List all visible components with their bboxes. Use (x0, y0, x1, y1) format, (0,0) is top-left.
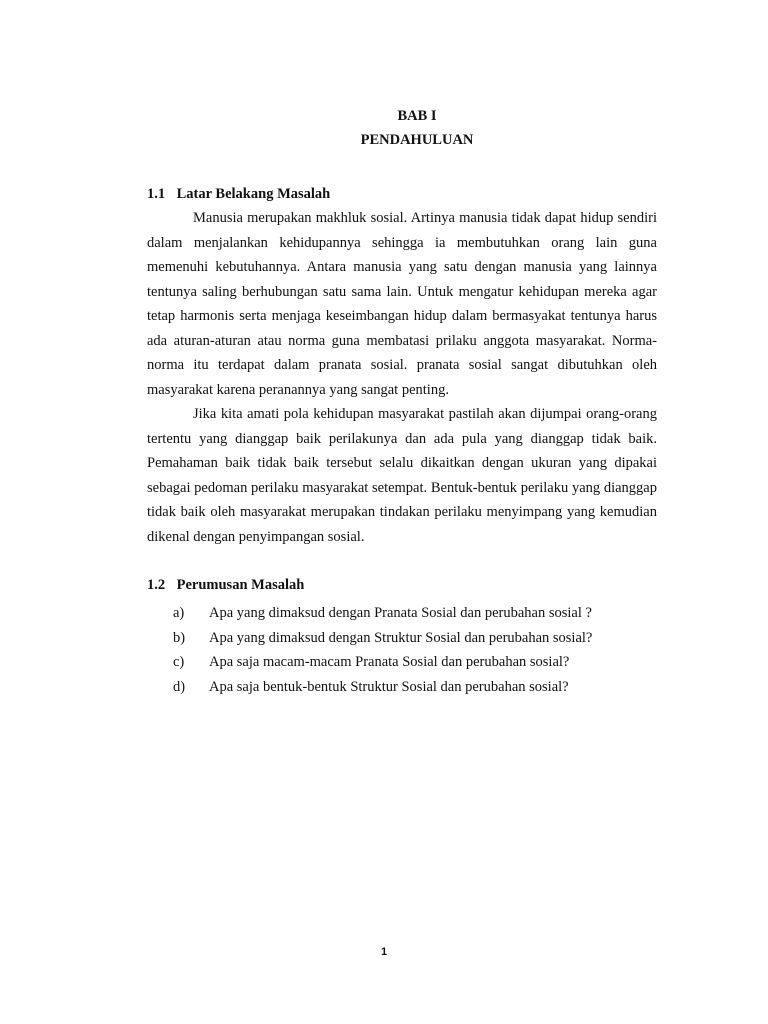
problem-list (147, 601, 657, 699)
list-marker: c) (173, 654, 185, 670)
section-number: 1.2 (147, 577, 166, 593)
paragraph: Jika kita amati pola kehidupan masyarakat pastilah akan dijumpai orang-orang tertentu yang dianggap baik perilakunya dan ada pula yang dianggap tidak baik. Pemahaman baik tidak baik tersebut selalu dikaitkan dengan ukuran yang dipakai sebagai pedoman perilaku masyarakat setempat. Bentuk-bentuk perilaku yang dianggap tidak baik oleh masyarakat merupakan tindakan perilaku menyimpang yang kemudian dikenal dengan penyimpangan sosial. (147, 406, 657, 545)
page-number: 1 (380, 946, 388, 958)
section-heading-1-2 (147, 573, 657, 597)
list-marker: d) (173, 678, 186, 695)
list-item-text: Apa saja bentuk-bentuk Struktur Sosial dan perubahan sosial? (209, 678, 569, 695)
list-item (147, 626, 657, 651)
section-title: Perumusan Masalah (176, 577, 305, 593)
list-item (147, 601, 657, 626)
list-item-text: Apa yang dimaksud dengan Pranata Sosial dan perubahan sosial ? (209, 605, 592, 621)
section-title: Latar Belakang Masalah (176, 186, 331, 202)
chapter-title: PENDAHULUAN (360, 132, 474, 148)
chapter-label: BAB I (397, 108, 437, 124)
section-number: 1.1 (147, 186, 166, 202)
list-item-text: Apa saja macam-macam Pranata Sosial dan perubahan sosial? (209, 654, 570, 670)
list-marker: a) (173, 605, 185, 621)
section-heading-1-1 (147, 182, 657, 206)
list-item (147, 675, 657, 700)
paragraph: Manusia merupakan makhluk sosial. Artinya manusia tidak dapat hidup sendiri dalam menjalankan kehidupannya sehingga ia membutuhkan orang lain guna memenuhi kebutuhannya. Antara manusia yang satu dengan manusia yang lainnya tentunya saling berhubungan satu sama lain. Untuk mengatur kehidupan mereka agar tetap harmonis serta menjaga keseimbangan hidup dalam bermasyakat tentunya harus ada aturan-aturan atau norma guna membatasi prilaku anggota masyarakat. Norma-norma itu terdapat dalam pranata sosial. pranata sosial sangat dibutuhkan oleh masyarakat karena peranannya yang sangat penting. (147, 210, 657, 398)
list-item (147, 650, 657, 675)
list-item-text: Apa yang dimaksud dengan Struktur Sosial dan perubahan sosial? (209, 629, 593, 646)
page-content (147, 104, 657, 699)
list-marker: b) (173, 629, 186, 646)
